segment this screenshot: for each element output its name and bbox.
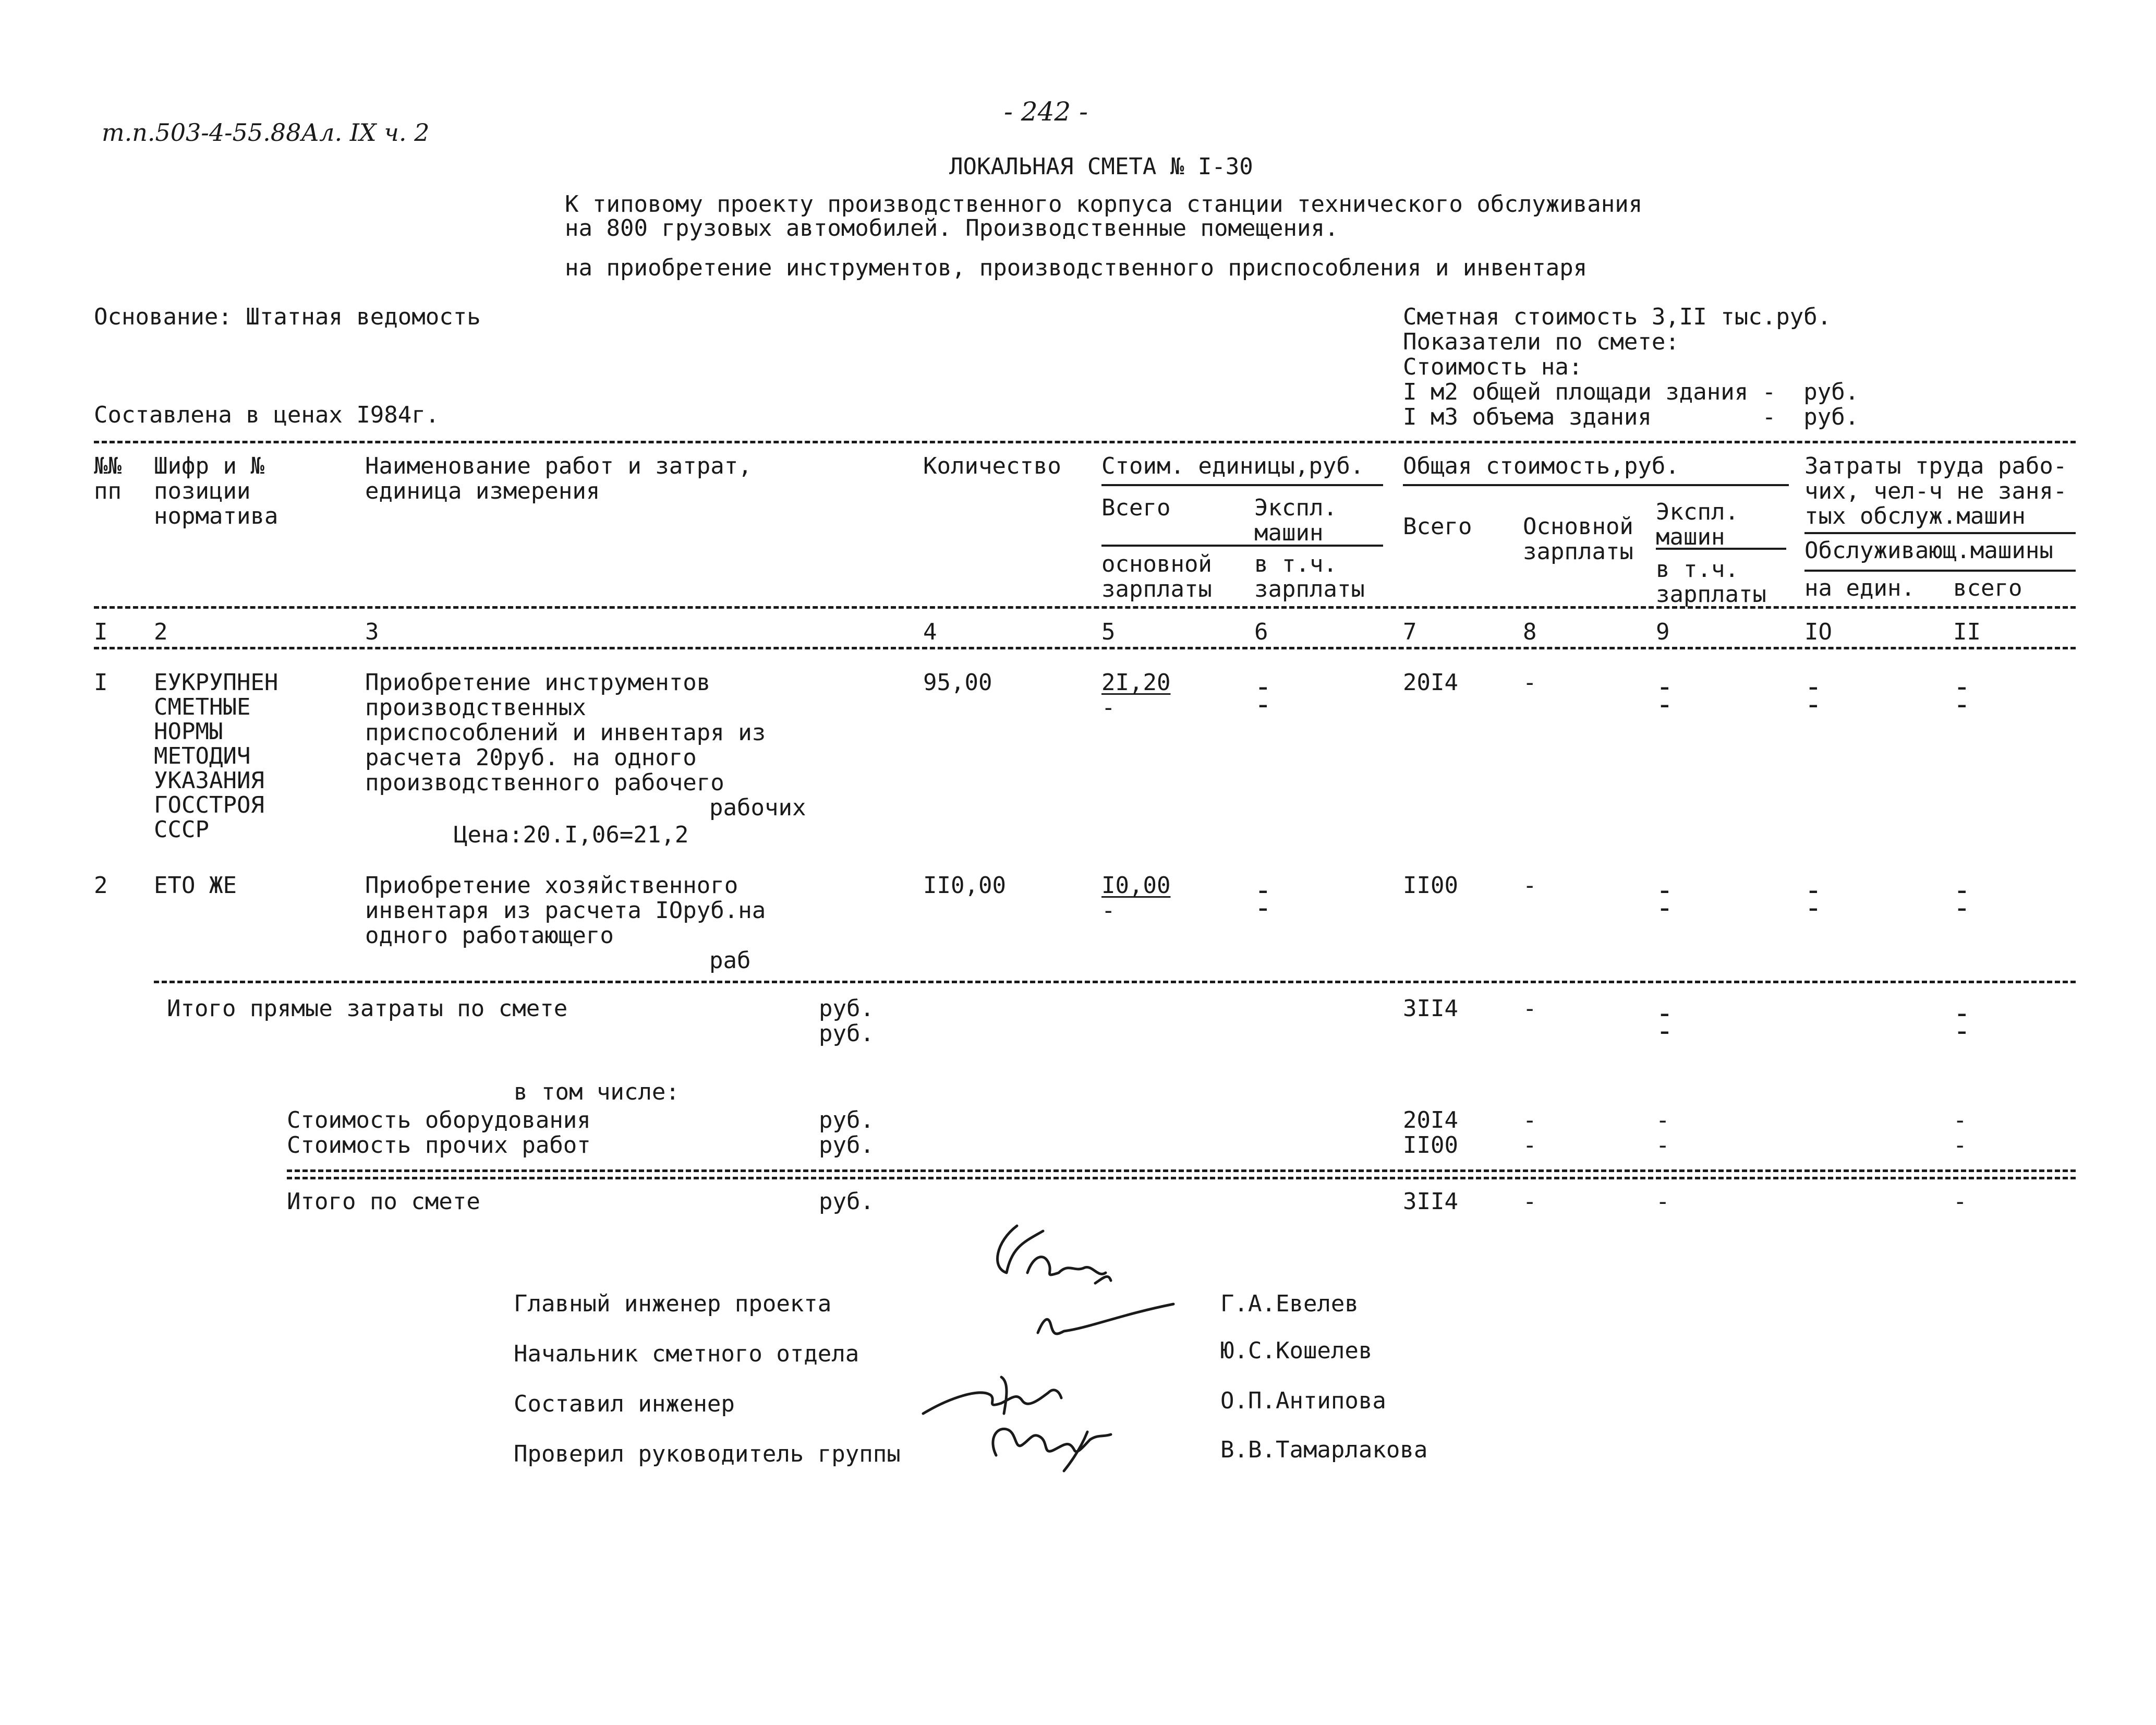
col-header-wage: Основной зарплаты: [1523, 513, 1633, 565]
row-1-total-wage: -: [1523, 669, 1537, 696]
row-2-labor-total: - -: [1953, 873, 1971, 925]
row-1-labor-total: - -: [1953, 670, 1971, 721]
equipment-cost-unit: руб.: [819, 1107, 874, 1133]
row-1-code: ЕУКРУПНЕН СМЕТНЫЕ НОРМЫ МЕТОДИЧ УКАЗАНИЯ ГОССТРОЯ СССР: [154, 669, 278, 843]
col-header-qty: Количество: [923, 453, 1061, 479]
labor-sub-rule-2: [1804, 570, 2076, 572]
col-header-labor-total: всего: [1953, 575, 2022, 601]
row-2-labor-unit: - -: [1804, 873, 1822, 925]
col-header-code: Шифр и № позиции норматива: [154, 453, 278, 529]
col-header-labor-sub: Обслуживающ.машины: [1804, 537, 2053, 564]
other-works-wage: -: [1523, 1132, 1537, 1159]
unit-cost-sub-rule: [1101, 545, 1383, 547]
col-number-4: 4: [923, 619, 937, 645]
direct-costs-wage: -: [1523, 995, 1537, 1022]
direct-costs-label: Итого прямые затраты по смете: [167, 995, 568, 1022]
signature-role-4: Проверил руководитель группы: [514, 1441, 901, 1467]
document-stamp: т.п.503-4-55.88Ал. IX ч. 2: [102, 118, 430, 147]
grand-total-wage: -: [1523, 1188, 1537, 1215]
col-header-num: №№ пп: [94, 453, 122, 504]
grand-total-label: Итого по смете: [287, 1188, 480, 1215]
row-2-num: 2: [94, 872, 108, 899]
col-header-unit-total: Всего: [1101, 494, 1171, 521]
row-2-code: ЕТО ЖЕ: [154, 872, 237, 899]
grand-total-mach: -: [1656, 1188, 1670, 1215]
rows-bottom-rule: [154, 981, 2076, 983]
col-number-11: II: [1953, 619, 1981, 645]
signature-role-2: Начальник сметного отдела: [514, 1341, 859, 1367]
estimated-cost: Сметная стоимость 3,II тыс.руб.: [1403, 304, 1832, 330]
equipment-cost-wage: -: [1523, 1107, 1537, 1133]
row-1-unit-total: 2I,20: [1101, 669, 1171, 696]
cost-on-label: Стоимость на:: [1403, 354, 1583, 380]
prices-text: Составлена в ценах I984г.: [94, 402, 440, 428]
col-number-9: 9: [1656, 619, 1670, 645]
direct-costs-total: 3II4: [1403, 995, 1458, 1022]
row-2-unit-total: I0,00: [1101, 872, 1171, 899]
grand-total-unit: руб.: [819, 1188, 874, 1215]
col-header-total: Всего: [1403, 513, 1472, 540]
grand-top-rule-1: [287, 1169, 2076, 1172]
signature-name-3: О.П.Антипова: [1220, 1388, 1386, 1414]
direct-costs-mach: - -: [1656, 996, 1674, 1048]
row-1-total-mach: - -: [1656, 670, 1674, 721]
col-header-mach: Экспл. машин: [1656, 499, 1739, 550]
handwritten-signatures: [918, 1195, 1210, 1497]
row-2-total-mach: - -: [1656, 873, 1674, 925]
col-number-8: 8: [1523, 619, 1537, 645]
mach-sub-rule: [1656, 548, 1786, 550]
equipment-cost-label: Стоимость оборудования: [287, 1107, 591, 1133]
signature-role-3: Составил инженер: [514, 1391, 735, 1417]
row-1-unit: рабочих: [709, 794, 806, 821]
direct-costs-labor: - -: [1953, 996, 1971, 1048]
other-works-label: Стоимость прочих работ: [287, 1132, 591, 1159]
subtitle-line-1: К типовому проекту производственного корпуса станции технического обслуживания: [565, 191, 1643, 218]
col-number-7: 7: [1403, 619, 1417, 645]
equipment-cost-total: 20I4: [1403, 1107, 1458, 1133]
basis-text: Основание: Штатная ведомость: [94, 304, 481, 330]
row-2-unit-mach: - -: [1254, 873, 1272, 925]
other-works-unit: руб.: [819, 1132, 874, 1159]
col-number-3: 3: [365, 619, 379, 645]
col-number-10: IO: [1804, 619, 1832, 645]
col-header-name: Наименование работ и затрат, единица измерения: [365, 453, 752, 504]
col-header-labor: Затраты труда рабо- чих, чел-ч не заня- тых обслуж.машин: [1804, 453, 2067, 529]
subtitle-line-2: на 800 грузовых автомобилей. Производственные помещения.: [565, 215, 1339, 242]
numbers-rule: [94, 647, 2076, 649]
row-1-price-note: Цена:20.I,06=21,2: [454, 822, 689, 848]
col-header-labor-unit: на един.: [1804, 575, 1915, 601]
row-1-unit-wage: -: [1101, 694, 1116, 721]
col-number-2: 2: [154, 619, 168, 645]
signature-role-1: Главный инженер проекта: [514, 1290, 832, 1317]
signature-name-4: В.В.Тамарлакова: [1220, 1437, 1428, 1463]
estimate-title: ЛОКАЛЬНАЯ СМЕТА № I-30: [949, 153, 1253, 180]
col-header-unit-cost: Стоим. единицы,руб.: [1101, 453, 1364, 479]
col-header-unit-mach-wage: в т.ч. зарплаты: [1254, 551, 1365, 602]
total-cost-rule: [1403, 484, 1789, 486]
subtitle-line-3: на приобретение инструментов, производственного приспособления и инвентаря: [565, 255, 1588, 281]
cost-per-m2: I м2 общей площади здания - руб.: [1403, 379, 1859, 405]
row-2-unit-wage: -: [1101, 897, 1116, 924]
equipment-cost-mach: -: [1656, 1107, 1670, 1133]
row-2-total-wage: -: [1523, 872, 1537, 899]
other-works-total: II00: [1403, 1132, 1458, 1159]
direct-costs-unit: руб. руб.: [819, 995, 874, 1047]
cost-per-m3: I м3 объема здания - руб.: [1403, 404, 1859, 430]
col-number-1: I: [94, 619, 108, 645]
grand-total-labor: -: [1953, 1188, 1967, 1215]
grand-top-rule-2: [287, 1177, 2076, 1179]
indicators-label: Показатели по смете:: [1403, 329, 1679, 355]
labor-sub-rule-1: [1804, 532, 2076, 534]
header-bottom-rule: [94, 606, 2076, 609]
row-1-name: Приобретение инструментов производственных приспособлений и инвентаря из расчета 20руб. на одного производственного рабочего: [365, 669, 766, 796]
col-header-unit-wage: основной зарплаты: [1101, 551, 1212, 602]
equipment-cost-labor: -: [1953, 1107, 1967, 1133]
signature-name-1: Г.А.Евелев: [1220, 1290, 1359, 1317]
row-1-total: 20I4: [1403, 669, 1458, 696]
row-1-unit-mach: - -: [1254, 670, 1272, 721]
row-2-total: II00: [1403, 872, 1458, 899]
col-number-5: 5: [1101, 619, 1116, 645]
other-works-labor: -: [1953, 1132, 1967, 1159]
row-2-unit: раб: [709, 947, 751, 974]
page-number: - 242 -: [1004, 96, 1088, 127]
other-works-mach: -: [1656, 1132, 1670, 1159]
grand-total-value: 3II4: [1403, 1188, 1458, 1215]
row-1-labor-unit: - -: [1804, 670, 1822, 721]
row-1-qty: 95,00: [923, 669, 992, 696]
col-header-total-cost: Общая стоимость,руб.: [1403, 453, 1679, 479]
row-2-name: Приобретение хозяйственного инвентаря из расчета IOруб.на одного работающего: [365, 872, 766, 949]
including-label: в том числе:: [514, 1079, 680, 1105]
header-top-rule: [94, 441, 2076, 443]
row-2-qty: II0,00: [923, 872, 1006, 899]
col-header-unit-mach: Экспл. машин: [1254, 494, 1337, 546]
row-1-num: I: [94, 669, 108, 696]
signature-name-2: Ю.С.Кошелев: [1220, 1337, 1373, 1364]
col-header-mach-wage: в т.ч. зарплаты: [1656, 556, 1766, 608]
unit-cost-rule: [1101, 484, 1383, 486]
col-number-6: 6: [1254, 619, 1268, 645]
